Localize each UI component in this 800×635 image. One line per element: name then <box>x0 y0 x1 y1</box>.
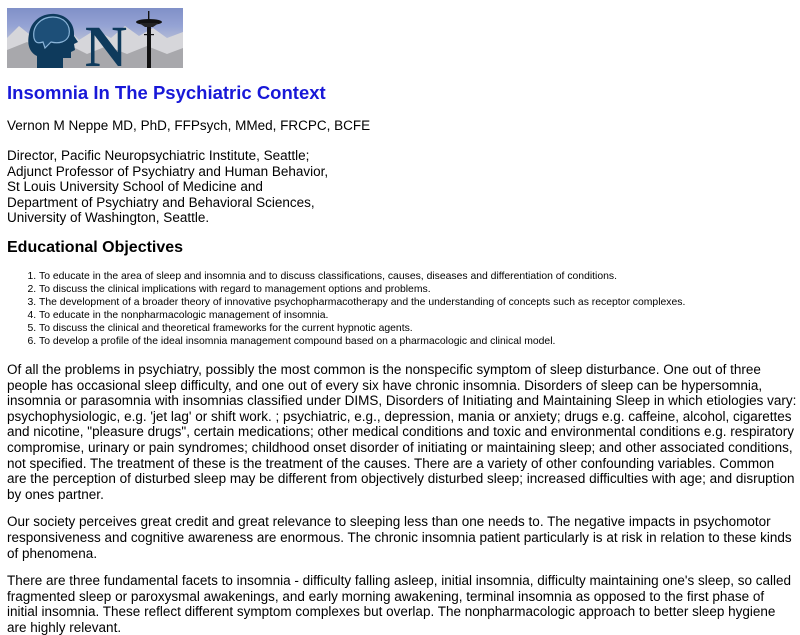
affiliation-line: Department of Psychiatry and Behavioral Sciences, <box>7 194 315 210</box>
page-title: Insomnia In The Psychiatric Context <box>7 82 326 103</box>
affiliation-block <box>7 148 793 226</box>
objective-item: 3. The development of a broader theory of innovative psychopharmacotherapy and the understanding of concepts such as receptor complexes. <box>39 296 793 309</box>
body-paragraph: Of all the problems in psychiatry, possibly the most common is the nonspecific symptom of sleep disturbance. One out of three people has occasional sleep difficulty, and one out of every six have chronic insomnia. Disorders of sleep can be hypersomnia, insomnia or parasomnia with insomnias classified under DIMS, Disorders of Initiating and Maintaining Sleep in which etiologies vary: psychophysiologic, e.g. 'jet lag' or shift work. ; psychiatric, e.g., depression, mania or anxiety; drugs e.g. caffeine, alcohol, cigarettes and nicotine, "pleasure drugs", certain medications; other medical conditions and toxic and environmental conditions e.g. respiratory compromise, urinary or pain syndromes; childhood onset disorder of initiating or maintaining sleep; and other associated conditions, not specified. The treatment of these is the treatment of the causes. There are a variety of other confounding variables. Common are the perception of disturbed sleep may be different from objectively disturbed sleep; increased difficulties with age; and disruption by ones partner. <box>7 361 797 502</box>
body-paragraph: Our society perceives great credit and great relevance to sleeping less than one needs to. The negative impacts in psychomotor responsiveness and cognitive awareness are enormous. The chronic insomnia patient particularly is at risk in relation to these kinds of phenomena. <box>7 514 792 561</box>
objective-item: 5. To discuss the clinical and theoretical frameworks for the current hypnotic agents. <box>39 322 793 335</box>
affiliation-line: Adjunct Professor of Psychiatry and Human Behavior, <box>7 163 329 179</box>
author-line: Vernon M Neppe MD, PhD, FFPsych, MMed, FRCPC, BCFE <box>7 118 371 133</box>
affiliation-line: Director, Pacific Neuropsychiatric Institute, Seattle; <box>7 148 310 163</box>
affiliation-line: St Louis University School of Medicine and <box>7 179 263 195</box>
objectives-list <box>7 270 793 348</box>
affiliation-line: University of Washington, Seattle. <box>7 210 210 226</box>
logo-letter-n: N <box>85 14 127 68</box>
pni-logo <box>7 8 183 68</box>
body-paragraph: There are three fundamental facets to insomnia - difficulty falling asleep, initial insomnia, difficulty maintaining one's sleep, so called fragmented sleep or paroxysmal awakenings, and early morning awakening, terminal insomnia as opposed to the first phase of initial insomnia. These reflect different symptom complexes but overlap. The nonpharmacologic approach to better sleep hygiene are highly relevant. <box>7 573 792 635</box>
objectives-heading: Educational Objectives <box>7 238 184 256</box>
head-brain-space-needle-logo-icon <box>7 8 183 68</box>
objective-item: 1. To educate in the area of sleep and insomnia and to discuss classifications, causes, diseases and differentiation of conditions. <box>39 270 793 283</box>
objective-item: 2. To discuss the clinical implications with regard to management options and problems. <box>39 283 793 296</box>
objective-item: 6. To develop a profile of the ideal insomnia management compound based on a pharmacologic and clinical model. <box>39 335 793 348</box>
objective-item: 4. To educate in the nonpharmacologic management of insomnia. <box>39 309 793 322</box>
